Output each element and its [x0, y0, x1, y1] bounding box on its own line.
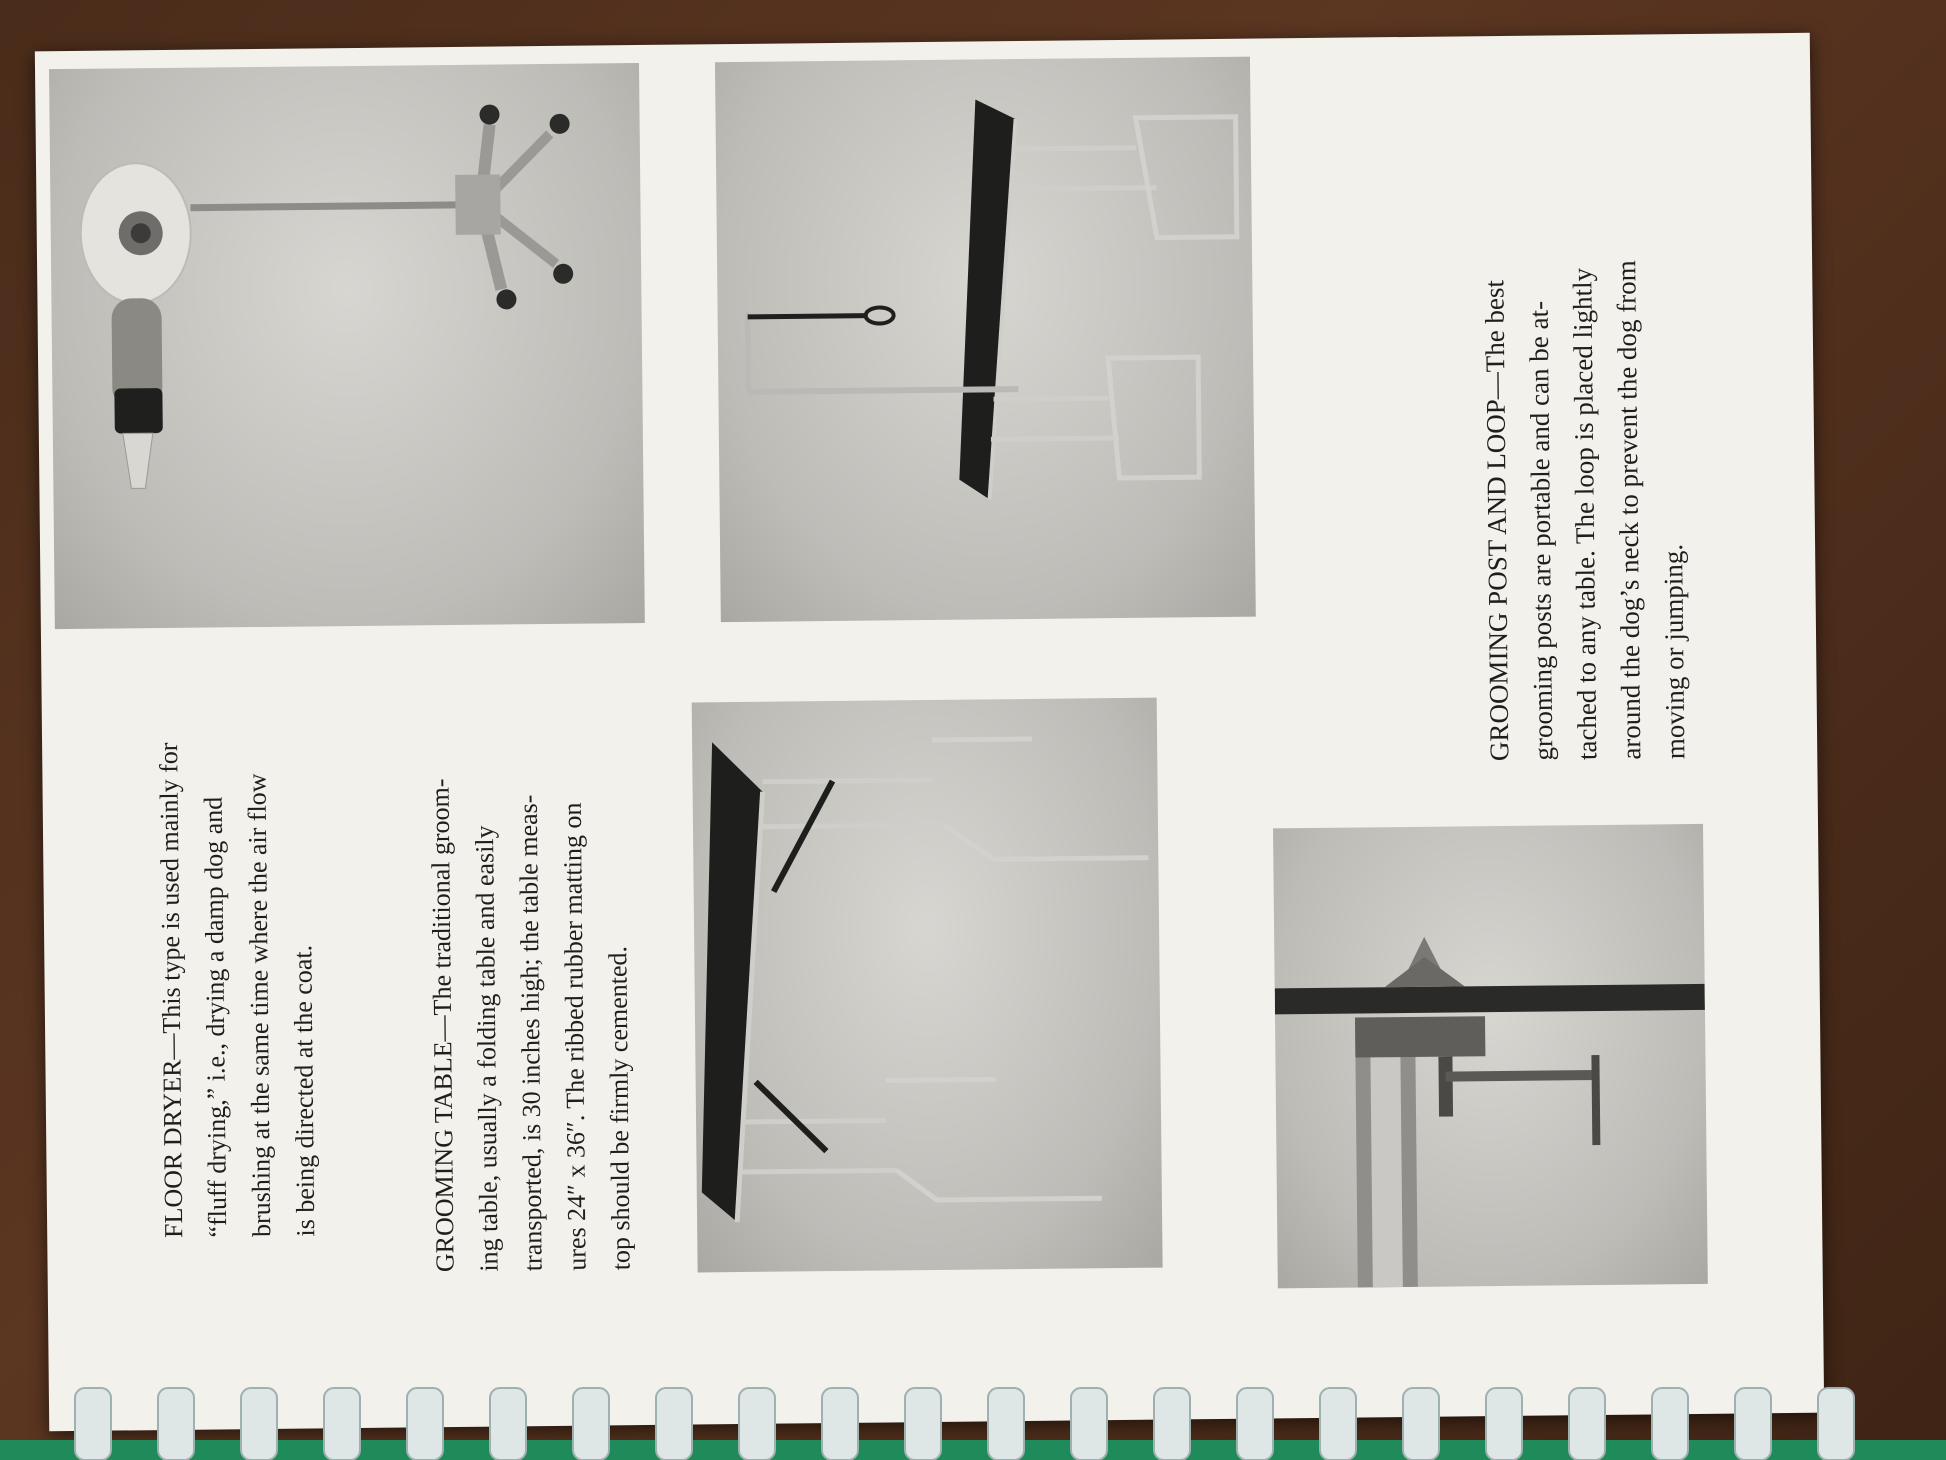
caption-line: tached to any table. The loop is placed lightly: [1567, 267, 1603, 761]
caption-line: GROOMING TABLE—The traditional groom-: [425, 778, 460, 1273]
caption-line: top should be firmly cemented.: [603, 945, 636, 1271]
caption-line: “fluff drying,” i.e., drying a damp dog and: [198, 796, 233, 1238]
floor-dryer-photo: [49, 63, 645, 629]
caption-line: around the dog’s neck to prevent the dog from: [1611, 260, 1647, 760]
caption-line: grooming posts are portable and can be at-: [1523, 300, 1559, 761]
caption-line: ures 24″ x 36″. The ribbed rubber matting on: [557, 802, 592, 1271]
caption-line: moving or jumping.: [1658, 543, 1691, 760]
caption-line: ing table, usually a folding table and easily: [469, 825, 504, 1272]
caption-line: transported, is 30 inches high; the table meas-: [513, 794, 548, 1272]
caption-line: GROOMING POST AND LOOP—The best: [1479, 279, 1515, 762]
book-page: [35, 33, 1824, 1432]
caption-line: brushing at the same time where the air flow: [242, 773, 277, 1238]
caption-line: is being directed at the coat.: [288, 944, 321, 1237]
caption-line: FLOOR DRYER—This type is used mainly for: [154, 742, 189, 1239]
post-clamp-photo: [1273, 824, 1708, 1288]
grooming-table-post-photo: [715, 57, 1256, 623]
grooming-table-photo: [692, 698, 1163, 1273]
